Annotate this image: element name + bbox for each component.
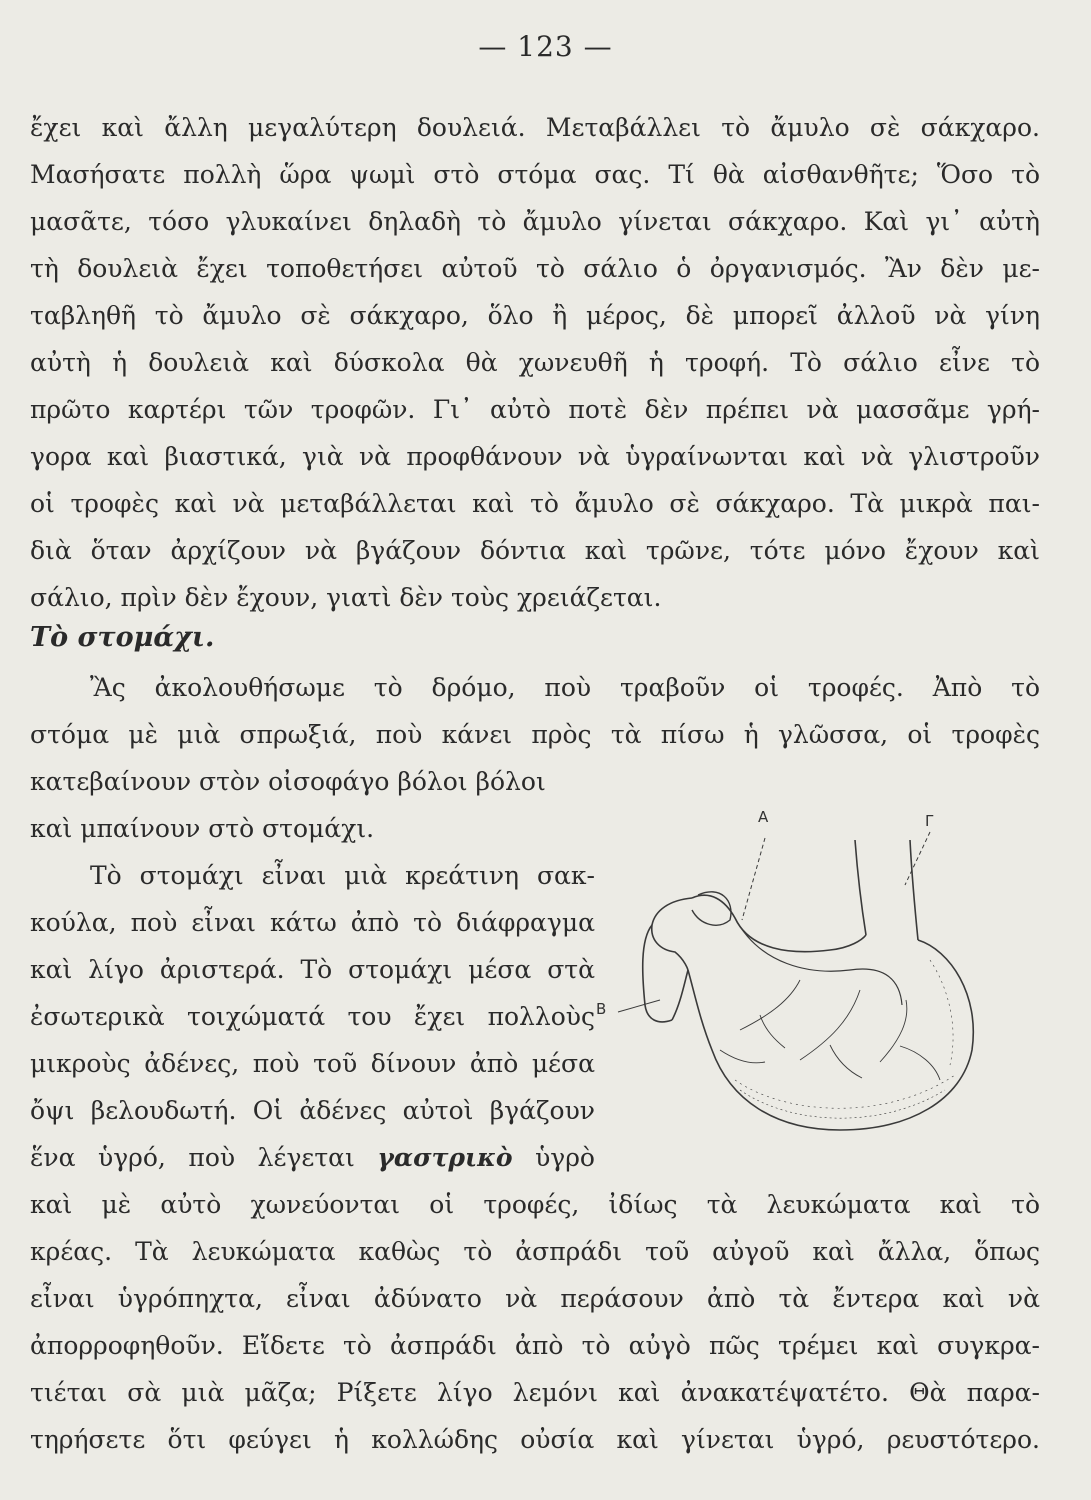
text-line [30,1142,595,1174]
text-line: κατεβαίνουν στὸν οἰσοφάγο βόλοι βόλοι [30,767,546,796]
text-line: μικροὺς ἀδένες, ποὺ τοῦ δίνουν ἀπὸ μέσα [30,1049,595,1078]
text-line: τὴ δουλειὰ ἔχει τοποθετήσει αὐτοῦ τὸ σάλιο ὁ ὀργανισμός. Ἂν δὲν με- [30,254,1040,283]
text-line: κρέας. Τὰ λευκώματα καθὼς τὸ ἀσπράδι τοῦ αὐγοῦ καὶ ἄλλα, ὅπως [30,1237,1040,1266]
text-line: ἔχει καὶ ἄλλη μεγαλύτερη δουλειά. Μεταβάλλει τὸ ἄμυλο σὲ σάκχαρο. [30,113,1040,142]
text-line: τιέται σὰ μιὰ μᾶζα; Ρίξετε λίγο λεμόνι καὶ ἀνακατέψατέτο. Θὰ παρα- [30,1378,1040,1407]
text-line: κούλα, ποὺ εἶναι κάτω ἀπὸ τὸ διάφραγμα [30,908,595,937]
text-line: καὶ λίγο ἀριστερά. Τὸ στομάχι μέσα στὰ [30,955,595,984]
text-line: ὄψι βελουδωτή. Οἱ ἀδένες αὐτοὶ βγάζουν [30,1096,595,1125]
text-line: Τὸ στομάχι εἶναι μιὰ κρεάτινη σακ- [90,861,595,890]
text-span: ἕνα ὑγρό, ποὺ λέγεται [30,1143,378,1172]
stomach-drawing [600,800,1020,1160]
text-line: τηρήσετε ὅτι φεύγει ἡ κολλώδης οὐσία καὶ γίνεται ὑγρό, ρευστότερο. [30,1425,1040,1454]
text-line: Μασήσατε πολλὴ ὥρα ψωμὶ στὸ στόμα σας. Τί θὰ αἰσθανθῆτε; Ὅσο τὸ [30,160,1040,189]
text-line: οἱ τροφὲς καὶ νὰ μεταβάλλεται καὶ τὸ ἄμυλο σὲ σάκχαρο. Τὰ μικρὰ παι- [30,489,1040,518]
stomach-illustration [596,800,1020,1160]
text-line: ἐσωτερικὰ τοιχώματά του ἔχει πολλοὺς [30,1002,595,1031]
emphasis-term: γαστρικὸ [377,1143,513,1172]
text-line: Ἂς ἀκολουθήσωμε τὸ δρόμο, ποὺ τραβοῦν οἱ τροφές. Ἀπὸ τὸ [90,673,1040,702]
figure-label-g: Γ [925,812,934,830]
text-line: αὐτὴ ἡ δουλειὰ καὶ δύσκολα θὰ χωνευθῆ ἡ τροφή. Τὸ σάλιο εἶνε τὸ [30,348,1040,377]
text-span: ὑγρὸ [512,1143,595,1172]
text-line: σάλιο, πρὶν δὲν ἔχουν, γιατὶ δὲν τοὺς χρειάζεται. [30,583,662,612]
text-line: μασᾶτε, τόσο γλυκαίνει δηλαδὴ τὸ ἄμυλο γίνεται σάκχαρο. Καὶ γι᾿ αὐτὴ [30,207,1040,236]
text-line: διὰ ὅταν ἀρχίζουν νὰ βγάζουν δόντια καὶ τρῶνε, τότε μόνο ἔχουν καὶ [30,536,1040,565]
text-line: πρῶτο καρτέρι τῶν τροφῶν. Γι᾿ αὐτὸ ποτὲ δὲν πρέπει νὰ μασσᾶμε γρή- [30,395,1040,424]
figure-label-b: Β [596,1000,607,1018]
page-number: — 123 — [478,30,613,63]
text-line: ἀπορροφηθοῦν. Εἴδετε τὸ ἀσπράδι ἀπὸ τὸ αὐγὸ πῶς τρέμει καὶ συγκρα- [30,1331,1040,1360]
section-heading: Τὸ στομάχι. [30,622,215,653]
text-line: ταβληθῆ τὸ ἄμυλο σὲ σάκχαρο, ὅλο ἢ μέρος, δὲ μπορεῖ ἀλλοῦ νὰ γίνη [30,301,1040,330]
text-line: καὶ μπαίνουν στὸ στομάχι. [30,814,375,843]
text-line: καὶ μὲ αὐτὸ χωνεύονται οἱ τροφές, ἰδίως τὰ λευκώματα καὶ τὸ [30,1190,1040,1219]
figure-label-a: Α [758,808,769,826]
text-line: στόμα μὲ μιὰ σπρωξιά, ποὺ κάνει πρὸς τὰ πίσω ἡ γλῶσσα, οἱ τροφὲς [30,720,1040,749]
text-line: εἶναι ὑγρόπηχτα, εἶναι ἀδύνατο νὰ περάσουν ἀπὸ τὰ ἔντερα καὶ νὰ [30,1284,1040,1313]
text-line: γορα καὶ βιαστικά, γιὰ νὰ προφθάνουν νὰ ὑγραίνωνται καὶ νὰ γλιστροῦν [30,442,1040,471]
